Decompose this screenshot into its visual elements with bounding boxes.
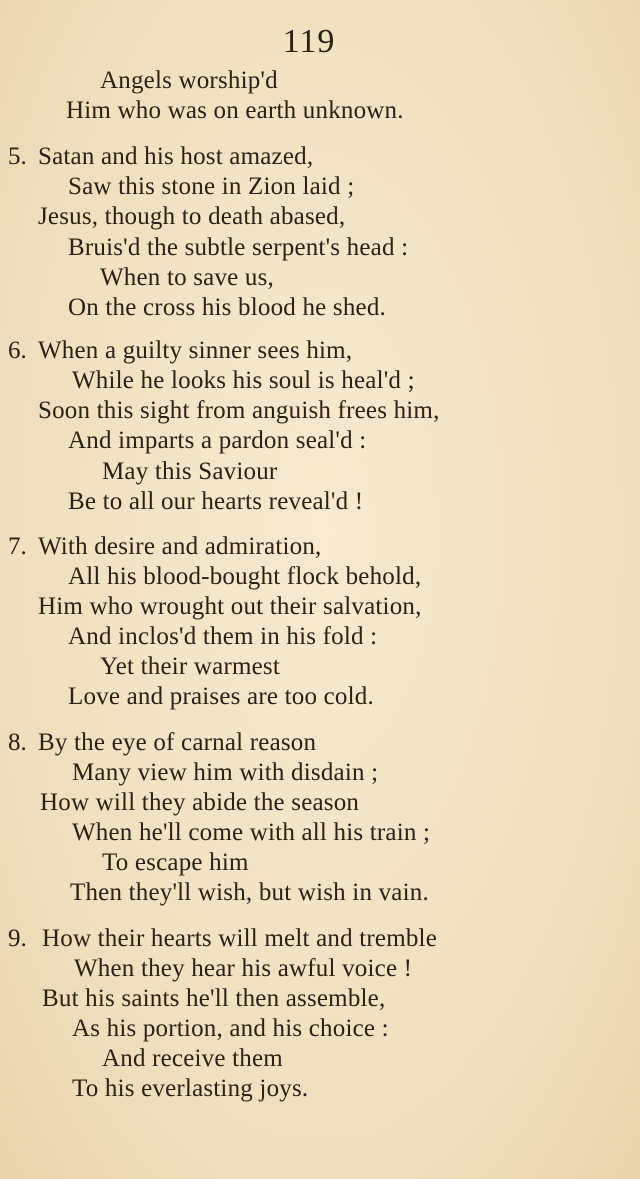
page-number: 119 — [282, 23, 336, 60]
verse-line: And inclos'd them in his fold : — [68, 623, 378, 650]
stanza-number: 9. — [8, 925, 27, 952]
verse-line: When to save us, — [100, 264, 274, 291]
verse-line: With desire and admiration, — [38, 533, 322, 560]
verse-line: Love and praises are too cold. — [68, 683, 374, 710]
stanza-number: 7. — [8, 533, 27, 560]
verse-line: Him who wrought out their salvation, — [38, 593, 422, 620]
verse-line: Bruis'd the subtle serpent's head : — [68, 234, 409, 261]
verse-line: Him who was on earth unknown. — [66, 97, 404, 124]
verse-line: When a guilty sinner sees him, — [38, 337, 353, 364]
verse-line: When they hear his awful voice ! — [74, 955, 413, 982]
verse-line: Angels worship'd — [100, 67, 278, 94]
verse-line: And receive them — [102, 1045, 283, 1072]
verse-line: When he'll come with all his train ; — [72, 819, 431, 846]
verse-line: How their hearts will melt and tremble — [42, 925, 437, 952]
verse-line: Saw this stone in Zion laid ; — [68, 173, 355, 200]
verse-line: Yet their warmest — [100, 653, 280, 680]
verse-line: And imparts a pardon seal'd : — [68, 427, 367, 454]
verse-line: Soon this sight from anguish frees him, — [38, 397, 440, 424]
verse-line: But his saints he'll then assemble, — [42, 985, 386, 1012]
verse-line: By the eye of carnal reason — [38, 729, 317, 756]
verse-line: Jesus, though to death abased, — [38, 203, 346, 230]
verse-line: Satan and his host amazed, — [38, 143, 314, 170]
stanza-number: 8. — [8, 729, 27, 756]
verse-line: As his portion, and his choice : — [72, 1015, 389, 1042]
verse-line: On the cross his blood he shed. — [68, 294, 386, 321]
verse-line: Then they'll wish, but wish in vain. — [70, 879, 429, 906]
verse-line: While he looks his soul is heal'd ; — [72, 367, 415, 394]
stanza-number: 5. — [8, 143, 27, 170]
verse-line: How will they abide the season — [40, 789, 360, 816]
verse-line: To his everlasting joys. — [72, 1075, 309, 1102]
stanza-number: 6. — [8, 337, 27, 364]
verse-line: Many view him with disdain ; — [72, 759, 379, 786]
verse-line: May this Saviour — [102, 458, 278, 485]
verse-line: To escape him — [102, 849, 249, 876]
verse-line: All his blood-bought flock behold, — [68, 563, 422, 590]
verse-line: Be to all our hearts reveal'd ! — [68, 488, 364, 515]
